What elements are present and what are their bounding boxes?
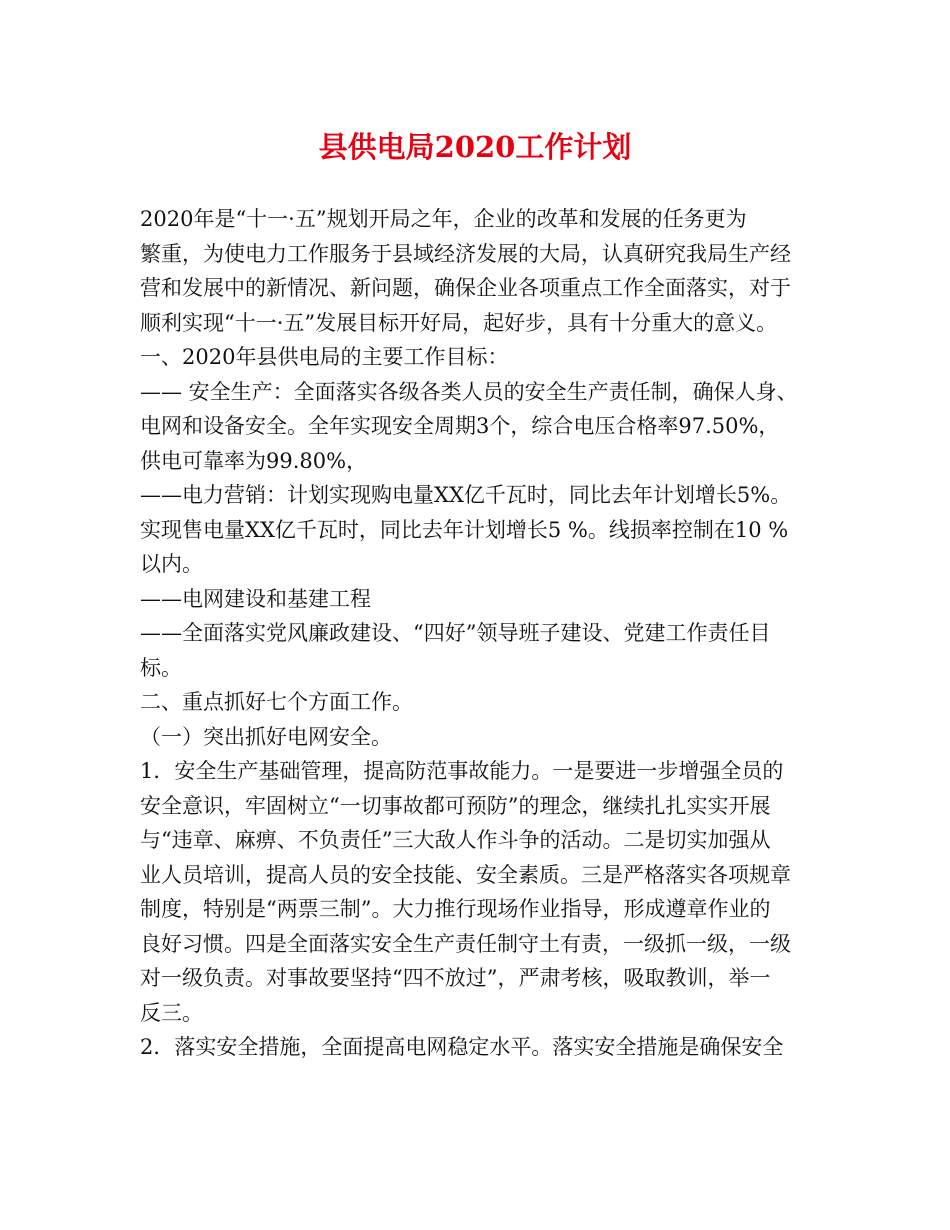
text-line: 业人员培训，提高人员的安全技能、安全素质。三是严格落实各项规章 [140, 862, 791, 887]
text-line: 繁重，为使电力工作服务于县域经济发展的大局，认真研究我局生产经 [140, 241, 791, 266]
section-heading: 一、2020年县供电局的主要工作目标： [140, 345, 509, 369]
text-line: 良好习惯。四是全面落实安全生产责任制守土有责，一级抓一级，一级 [140, 931, 791, 956]
text-line: 电网和设备安全。全年实现安全周期3个，综合电压合格率97.50%， [140, 414, 780, 438]
text-line: ——电力营销：计划实现购电量XX亿千瓦时，同比去年计划增长5%。 [140, 483, 792, 507]
text-line: ——电网建设和基建工程 [140, 586, 371, 611]
text-line: 2．落实安全措施，全面提高电网稳定水平。落实安全措施是确保安全 [140, 1035, 784, 1059]
document-body [140, 202, 830, 1065]
text-line: 实现售电量XX亿千瓦时，同比去年计划增长5 %。线损率控制在10 % [140, 517, 789, 542]
text-line: ——全面落实党风廉政建设、“四好”领导班子建设、党建工作责任目 [140, 621, 771, 645]
text-line: 2020年是“十一·五”规划开局之年，企业的改革和发展的任务更为 [140, 207, 747, 231]
text-line: 标。 [140, 655, 182, 680]
section-heading: 二、重点抓好七个方面工作。 [140, 690, 413, 714]
document-title: 县供电局2020工作计划 [318, 130, 632, 164]
text-line: 与“违章、麻痹、不负责任”三大敌人作斗争的活动。二是切实加强从 [140, 828, 771, 852]
text-line: —— 安全生产：全面落实各级各类人员的安全生产责任制，确保人身、 [140, 379, 798, 404]
text-line: 营和发展中的新情况、新问题，确保企业各项重点工作全面落实，对于 [140, 276, 791, 300]
text-line: 顺利实现“十一·五”发展目标开好局，起好步，具有十分重大的意义。 [140, 310, 778, 335]
text-line: 制度，特别是“两票三制”。大力推行现场作业指导，形成遵章作业的 [140, 897, 771, 921]
text-line: 反三。 [140, 1000, 203, 1025]
text-line: 安全意识，牢固树立“一切事故都可预防”的理念，继续扎扎实实开展 [140, 793, 771, 818]
text-line: 以内。 [140, 552, 203, 576]
subsection-heading: （一）突出抓好电网安全。 [140, 724, 392, 749]
text-line: 1．安全生产基础管理，提高防范事故能力。一是要进一步增强全员的 [140, 759, 784, 783]
text-line: 供电可靠率为99.80%， [140, 448, 368, 473]
text-line: 对一级负责。对事故要坚持“四不放过”，严肃考核，吸取教训，举一 [140, 966, 771, 990]
